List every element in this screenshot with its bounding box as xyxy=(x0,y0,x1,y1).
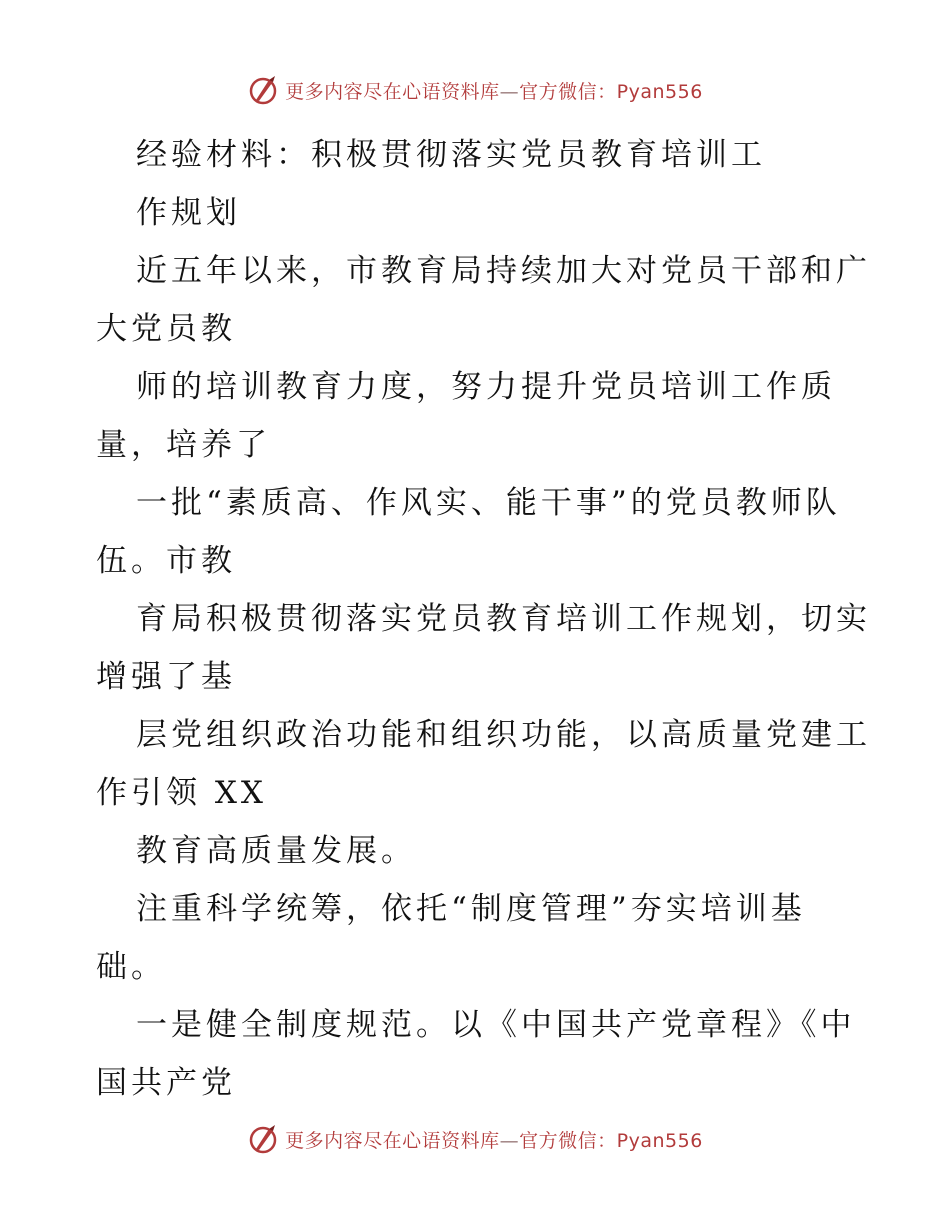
section-heading-line: 础。 xyxy=(96,949,166,985)
paragraph-line: 师的培训教育力度，努力提升党员培训工作质 xyxy=(136,369,836,405)
paragraph-line: 育局积极贯彻落实党员教育培训工作规划，切实 xyxy=(136,601,871,637)
paragraph-line: 一批“素质高、作风实、能干事”的党员教师队 xyxy=(136,485,841,521)
paragraph-line: 层党组织政治功能和组织功能，以高质量党建工 xyxy=(136,717,871,753)
watermark-text xyxy=(285,77,703,104)
paragraph-line: 增强了基 xyxy=(96,659,236,695)
paragraph-line: 教育高质量发展。 xyxy=(136,833,416,869)
watermark-site: 更多内容尽在心语资料库 xyxy=(285,1129,500,1152)
document-body xyxy=(96,126,871,1112)
watermark-site: 更多内容尽在心语资料库 xyxy=(285,80,500,103)
header-watermark xyxy=(0,70,950,110)
watermark-separator: — xyxy=(499,1129,520,1152)
title-line-1: 经验材料：积极贯彻落实党员教育培训工 xyxy=(136,137,766,173)
paragraph-line: 国共产党 xyxy=(96,1065,236,1101)
watermark-wechat: 官方微信：Pyan556 xyxy=(519,1129,703,1152)
quill-pen-logo-icon xyxy=(247,74,279,106)
paragraph-line: 近五年以来，市教育局持续加大对党员干部和广 xyxy=(136,253,871,289)
paragraph-line: 作引领 XX xyxy=(96,775,267,811)
quill-pen-logo-icon xyxy=(247,1123,279,1155)
paragraph-line: 伍。市教 xyxy=(96,543,236,579)
footer-watermark xyxy=(0,1119,950,1159)
title-line-2: 作规划 xyxy=(136,195,241,231)
watermark-wechat: 官方微信：Pyan556 xyxy=(519,80,703,103)
watermark-text xyxy=(285,1126,703,1153)
paragraph-line: 量，培养了 xyxy=(96,427,271,463)
paragraph-line: 一是健全制度规范。以《中国共产党章程》《中 xyxy=(136,1007,856,1043)
section-heading-line: 注重科学统筹，依托“制度管理”夯实培训基 xyxy=(136,891,806,927)
paragraph-line: 大党员教 xyxy=(96,311,236,347)
watermark-separator: — xyxy=(499,80,520,103)
